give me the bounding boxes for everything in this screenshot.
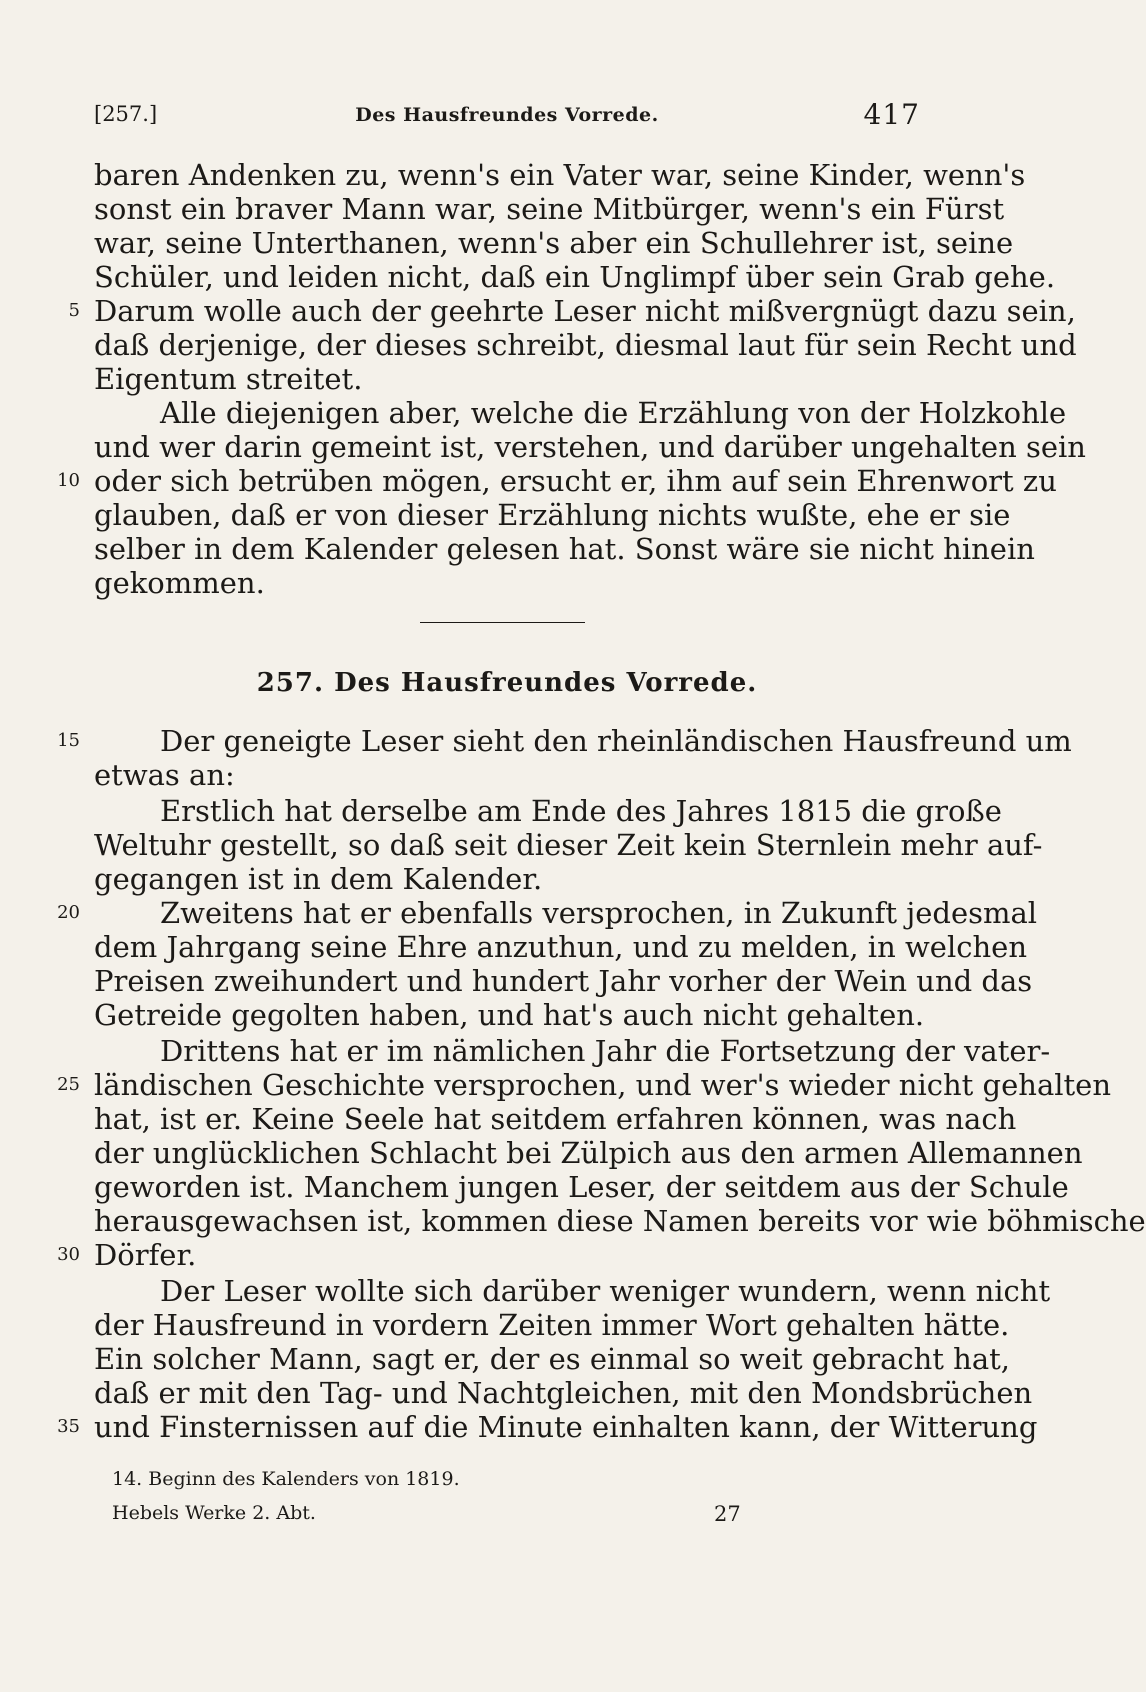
text-line: und wer darin gemeint ist, verstehen, und darüber ungehalten sein: [94, 430, 1086, 464]
text-line: Zweitens hat er ebenfalls versprochen, in Zukunft jedesmal: [160, 896, 1038, 930]
text-line: Ein solcher Mann, sagt er, der es einmal so weit gebracht hat,: [94, 1342, 1011, 1376]
text-line: geworden ist. Manchem jungen Leser, der seitdem aus der Schule: [94, 1170, 1069, 1204]
line-number: 35: [57, 1416, 80, 1437]
text-line: Schüler, und leiden nicht, daß ein Unglimpf über sein Grab gehe.: [94, 260, 1056, 294]
line-number: 30: [57, 1244, 80, 1265]
text-line: Der geneigte Leser sieht den rheinländischen Hausfreund um: [160, 724, 1072, 758]
text-line: war, seine Unterthanen, wenn's aber ein Schullehrer ist, seine: [94, 226, 1014, 260]
header-section-ref: [257.]: [94, 102, 158, 126]
text-line: Getreide gegolten haben, und hat's auch nicht gehalten.: [94, 998, 925, 1032]
text-line: Der Leser wollte sich darüber weniger wundern, wenn nicht: [160, 1274, 1051, 1308]
text-line: glauben, daß er von dieser Erzählung nichts wußte, ehe er sie: [94, 498, 1011, 532]
text-line: oder sich betrüben mögen, ersucht er, ihm auf sein Ehrenwort zu: [94, 464, 1057, 498]
text-line: Dörfer.: [94, 1238, 197, 1272]
line-number: 5: [68, 300, 80, 321]
footer-work-title: Hebels Werke 2. Abt.: [112, 1502, 316, 1524]
text-line: Darum wolle auch der geehrte Leser nicht mißvergnügt dazu sein,: [94, 294, 1076, 328]
text-line: sonst ein braver Mann war, seine Mitbürger, wenn's ein Fürst: [94, 192, 1005, 226]
text-line: gegangen ist in dem Kalender.: [94, 862, 543, 896]
text-line: und Finsternissen auf die Minute einhalten kann, der Witterung: [94, 1410, 1038, 1444]
text-line: baren Andenken zu, wenn's ein Vater war, seine Kinder, wenn's: [94, 158, 1026, 192]
text-line: selber in dem Kalender gelesen hat. Sonst wäre sie nicht hinein: [94, 532, 1035, 566]
text-line: hat, ist er. Keine Seele hat seitdem erfahren können, was nach: [94, 1102, 1017, 1136]
text-line: herausgewachsen ist, kommen diese Namen bereits vor wie böhmische: [94, 1204, 1146, 1238]
line-number: 15: [57, 730, 80, 751]
text-line: Eigentum streitet.: [94, 362, 363, 396]
page-footer: [112, 1502, 742, 1524]
text-line: der Hausfreund in vordern Zeiten immer Wort gehalten hätte.: [94, 1308, 1010, 1342]
header-title: Des Hausfreundes Vorrede.: [355, 104, 659, 126]
text-line: daß er mit den Tag- und Nachtgleichen, mit den Mondsbrüchen: [94, 1376, 1033, 1410]
section-title: 257. Des Hausfreundes Vorrede.: [256, 668, 758, 698]
line-number: 25: [57, 1074, 80, 1095]
text-line: ländischen Geschichte versprochen, und wer's wieder nicht gehalten: [94, 1068, 1111, 1102]
text-line: Drittens hat er im nämlichen Jahr die Fortsetzung der vater-: [160, 1034, 1051, 1068]
text-line: Preisen zweihundert und hundert Jahr vorher der Wein und das: [94, 964, 1033, 998]
signature-mark: 27: [714, 1502, 741, 1526]
line-number: 20: [57, 902, 80, 923]
footnote: 14. Beginn des Kalenders von 1819.: [112, 1468, 460, 1490]
section-divider: [420, 622, 585, 623]
line-number: 10: [57, 470, 80, 491]
text-line: gekommen.: [94, 566, 265, 600]
text-line: Erstlich hat derselbe am Ende des Jahres 1815 die große: [160, 794, 1002, 828]
text-line: Weltuhr gestellt, so daß seit dieser Zeit kein Sternlein mehr auf-: [94, 828, 1043, 862]
text-line: der unglücklichen Schlacht bei Zülpich aus den armen Allemannen: [94, 1136, 1083, 1170]
running-header: [94, 98, 920, 138]
text-line: etwas an:: [94, 758, 235, 792]
text-line: daß derjenige, der dieses schreibt, diesmal laut für sein Recht und: [94, 328, 1077, 362]
page-number: 417: [863, 98, 920, 131]
text-line: dem Jahrgang seine Ehre anzuthun, und zu melden, in welchen: [94, 930, 1027, 964]
text-line: Alle diejenigen aber, welche die Erzählung von der Holzkohle: [160, 396, 1067, 430]
